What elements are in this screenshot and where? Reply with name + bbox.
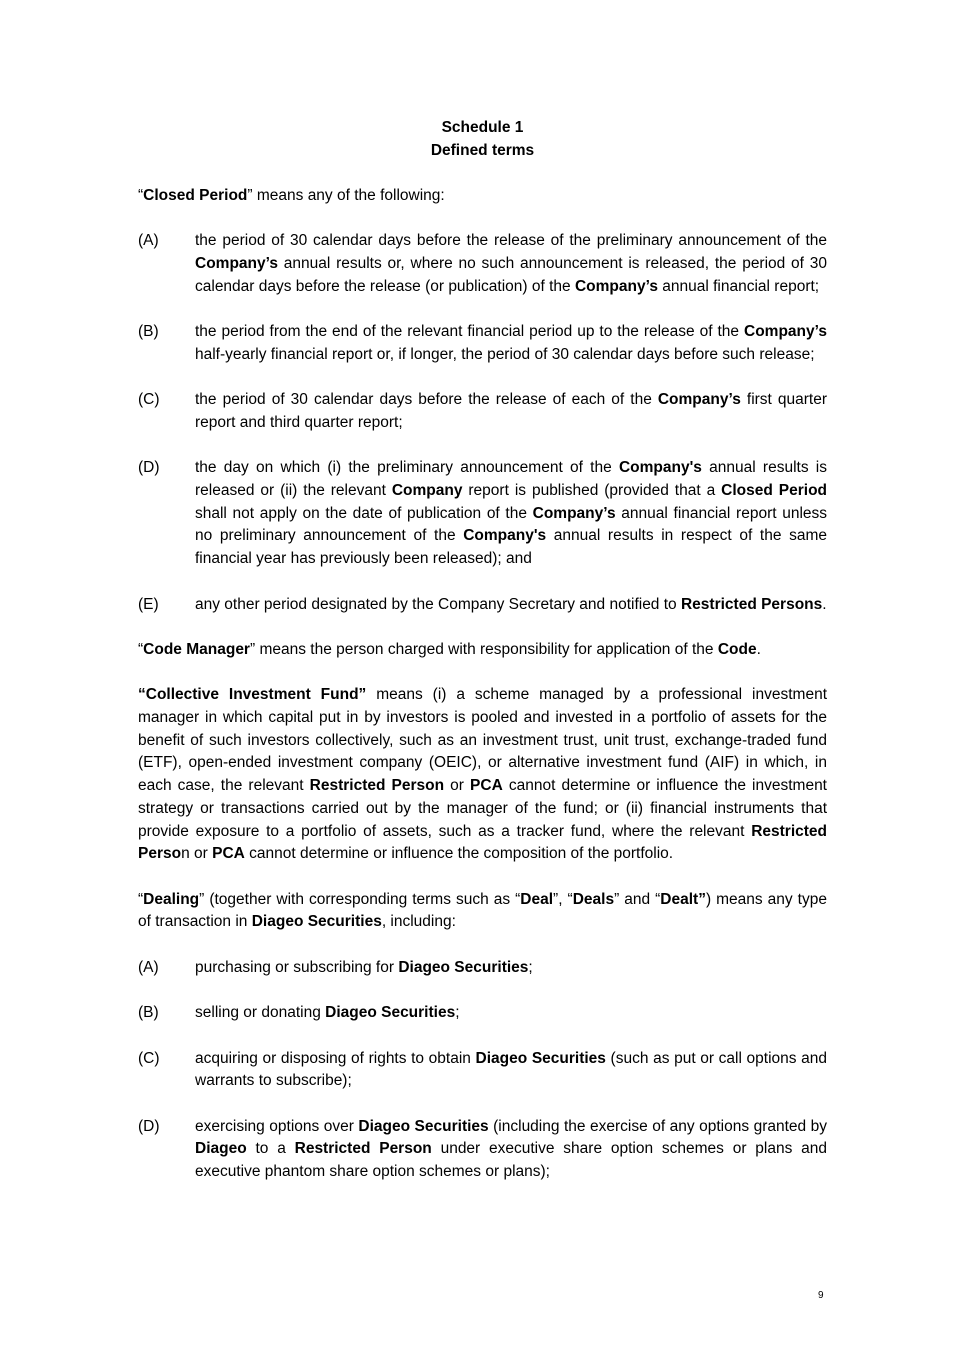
list-item: [138, 1002, 827, 1025]
text-run: ;: [528, 958, 533, 976]
text-run: any other period designated by the Company Secretary and notified to: [195, 595, 681, 613]
definition-paragraph: [138, 185, 827, 208]
list-item-text: [195, 457, 827, 571]
page-number: 9: [818, 1290, 824, 1301]
text-run: annual results in respect of the same financial year has previously been released); and: [195, 527, 827, 568]
list-item-text: [195, 1048, 827, 1093]
defined-term: Diageo Securities: [325, 1004, 456, 1022]
text-run: annual results is released or (ii) the relevant: [195, 459, 828, 500]
list-item: [138, 957, 827, 980]
text-run: cannot determine or influence the investment strategy or transactions carried out by the manager of the fund; or (ii) financial instruments that provide exposure to a portfolio of assets, such as a tracker fund, where the relevant: [138, 777, 827, 840]
list-item-label: (B): [138, 323, 159, 341]
list-item-label: (C): [138, 391, 160, 409]
defined-term: Restricted Person: [294, 1140, 432, 1158]
list-item-text: [195, 321, 827, 366]
list-item-label: (B): [138, 1004, 159, 1022]
text-run: first quarter report and third quarter report;: [195, 391, 828, 431]
text-run: n or: [181, 845, 213, 863]
text-run: acquiring or disposing of rights to obtain: [195, 1049, 476, 1067]
defined-term: Restricted Perso: [138, 822, 827, 863]
schedule-subheading: Defined terms: [430, 141, 535, 159]
text-run: the period of 30 calendar days before the release of each of the: [195, 391, 658, 409]
list-item-label: (D): [138, 459, 160, 477]
defined-term: Company’s: [657, 391, 741, 409]
text-run: annual financial report;: [657, 277, 820, 295]
defined-term: Restricted Persons: [680, 595, 823, 613]
defined-term: Company: [391, 482, 463, 500]
text-run: “: [138, 187, 144, 204]
defined-term: Diageo Securities: [251, 913, 382, 931]
defined-term: Code Manager: [143, 640, 250, 658]
text-run: purchasing or subscribing for: [195, 958, 399, 976]
text-run: ” means any of the following:: [247, 187, 445, 204]
list-item: [138, 1116, 827, 1184]
defined-term: “Collective Investment Fund”: [138, 686, 367, 704]
definition-paragraph: [138, 889, 827, 934]
defined-term: Closed Period: [143, 187, 248, 204]
list-item-label: (A): [138, 958, 159, 976]
list-item: [138, 389, 827, 434]
text-run: annual results or, where no such announcement is released, the period of 30 calendar days before the release (or publication) of the: [195, 255, 827, 295]
text-run: to a: [246, 1140, 295, 1158]
defined-term: Dealing: [143, 890, 200, 908]
definition-paragraph: [138, 639, 827, 662]
text-run: ”, “: [553, 890, 573, 908]
text-run: report is published (provided that a: [462, 482, 722, 500]
list-item-text: [195, 594, 827, 617]
list-item-text: [195, 230, 827, 298]
document-body: [138, 185, 827, 1206]
text-run: , including:: [381, 913, 456, 931]
text-run: exercising options over: [195, 1117, 359, 1135]
list-item-text: [195, 1002, 827, 1025]
list-item: [138, 230, 827, 298]
text-run: the period of 30 calendar days before the release of the preliminary announcement of the: [195, 232, 827, 250]
defined-term: Code: [717, 640, 757, 658]
defined-term: Deal: [520, 890, 554, 908]
text-run: annual financial report unless no preliminary announcement of the: [195, 504, 828, 545]
defined-term: Company’s: [574, 277, 658, 295]
schedule-heading: Schedule 1: [441, 119, 524, 136]
defined-term: Company’s: [744, 323, 827, 341]
defined-term: Closed Period: [721, 482, 828, 500]
text-run: ” and “: [614, 890, 661, 908]
list-item: [138, 1048, 827, 1093]
defined-term: Diageo Securities: [398, 958, 529, 976]
text-run: under executive share option schemes or plans and executive phantom share option schemes or plans);: [195, 1140, 827, 1181]
defined-term: PCA: [212, 845, 245, 863]
list-item-label: (C): [138, 1049, 160, 1067]
list-item-label: (E): [138, 595, 159, 613]
text-run: selling or donating: [195, 1004, 326, 1022]
text-run: ” means the person charged with responsibility for application of the: [249, 640, 718, 658]
list-item-label: (D): [138, 1117, 160, 1135]
text-run: shall not apply on the date of publication of the: [195, 504, 533, 522]
list-item: [138, 594, 827, 617]
text-run: ” (together with corresponding terms such as “: [199, 890, 521, 908]
defined-term: Restricted Person: [309, 777, 445, 795]
text-run: means (i) a scheme managed by a professional investment manager in which capital put in by investors is pooled and invested in a portfolio of assets for the benefit of such investors collectively, such as an investment trust, unit trust, exchange-traded fund (ETF), open-ended investment company (OEIC), or alternative investment fund (AIF) in which, in each case, the relevant: [138, 686, 828, 795]
text-run: (including the exercise of any options granted by: [488, 1117, 828, 1135]
list-item-text: [195, 957, 827, 980]
defined-term: Dealt”: [660, 890, 706, 908]
text-run: .: [822, 595, 827, 613]
defined-term: Company's: [463, 527, 547, 545]
defined-term: Company’s: [532, 504, 616, 522]
text-run: “: [138, 890, 144, 908]
list-item: [138, 321, 827, 366]
text-run: “: [138, 640, 144, 658]
list-item: [138, 457, 827, 571]
text-run: ;: [455, 1004, 460, 1022]
text-run: or: [444, 777, 471, 795]
defined-term: Company’s: [195, 255, 278, 273]
text-run: (such as put or call options and warrants to subscribe);: [195, 1049, 828, 1090]
text-run: .: [756, 640, 761, 658]
defined-term: Diageo Securities: [475, 1049, 606, 1067]
list-item-text: [195, 389, 827, 434]
defined-term: Company's: [618, 459, 702, 477]
defined-term: Diageo Securities: [358, 1117, 489, 1135]
defined-term: PCA: [470, 777, 503, 795]
list-item-label: (A): [138, 232, 159, 250]
text-run: the period from the end of the relevant financial period up to the release of the: [195, 323, 745, 341]
defined-term: Diageo: [195, 1140, 247, 1158]
defined-term: Deals: [572, 890, 615, 908]
text-run: the day on which (i) the preliminary announcement of the: [195, 459, 619, 477]
schedule-title: [0, 117, 965, 162]
text-run: ) means any type of transaction in: [138, 890, 827, 931]
list-item-text: [195, 1116, 827, 1184]
definition-paragraph: [138, 684, 827, 866]
text-run: half-yearly financial report or, if longer, the period of 30 calendar days before such release;: [195, 345, 815, 363]
text-run: cannot determine or influence the composition of the portfolio.: [244, 845, 674, 863]
